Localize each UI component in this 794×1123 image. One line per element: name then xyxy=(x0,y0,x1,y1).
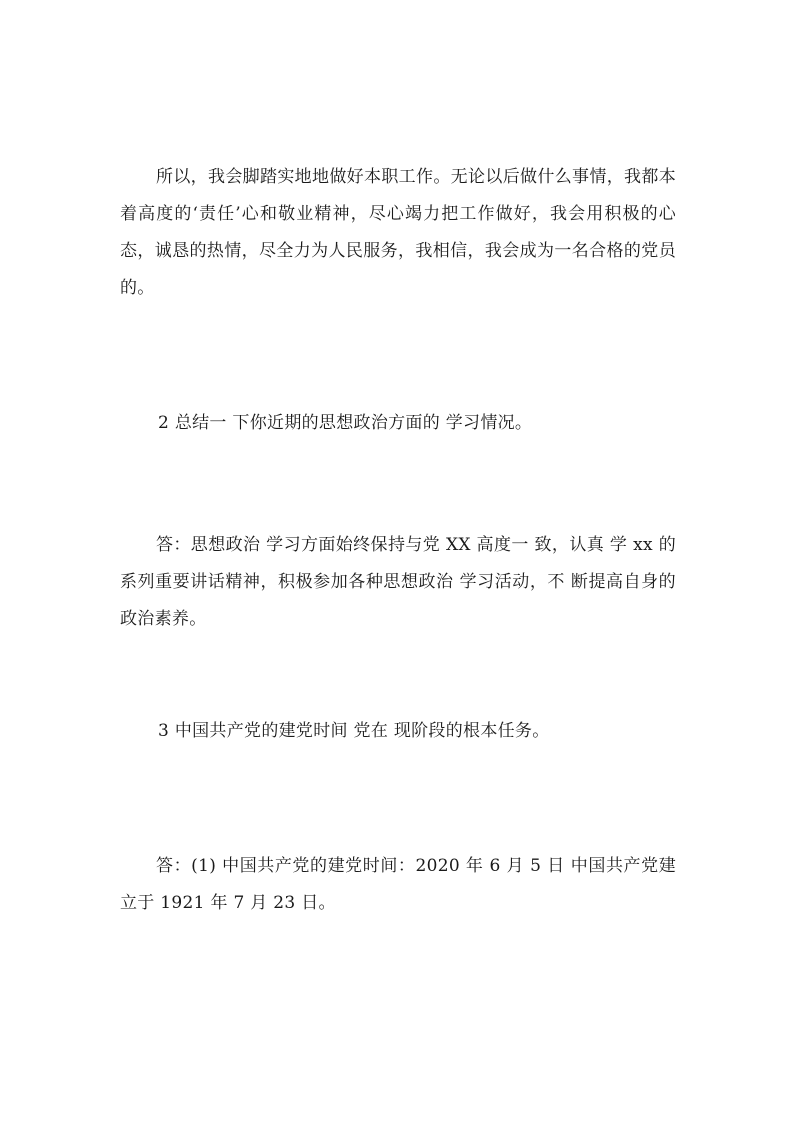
answer-2-paragraph: 答：思想政治 学习方面始终保持与党 XX 高度一 致，认真 学 xx 的系列重要讲话精神，积极参加各种思想政治 学习活动，不 断提高自身的政治素养。 xyxy=(120,535,676,629)
answer-3-paragraph: 答：(1) 中国共产党的建党时间：2020 年 6 月 5 日 中国共产党建立于 1921 年 7 月 23 日。 xyxy=(120,856,676,913)
paragraph-commitment: 所以，我会脚踏实地地做好本职工作。无论以后做什么事情，我都本着高度的‘责任’心和敬业精神，尽心竭力把工作做好，我会用积极的心态，诚恳的热情，尽全力为人民服务，我相信，我会成为一名合格的党员的。 xyxy=(120,167,676,298)
question-2-heading: 2 总结一 下你近期的思想政治方面的 学习情况。 xyxy=(158,413,533,433)
question-3-heading: 3 中国共产党的建党时间 党在 现阶段的根本任务。 xyxy=(158,721,550,741)
